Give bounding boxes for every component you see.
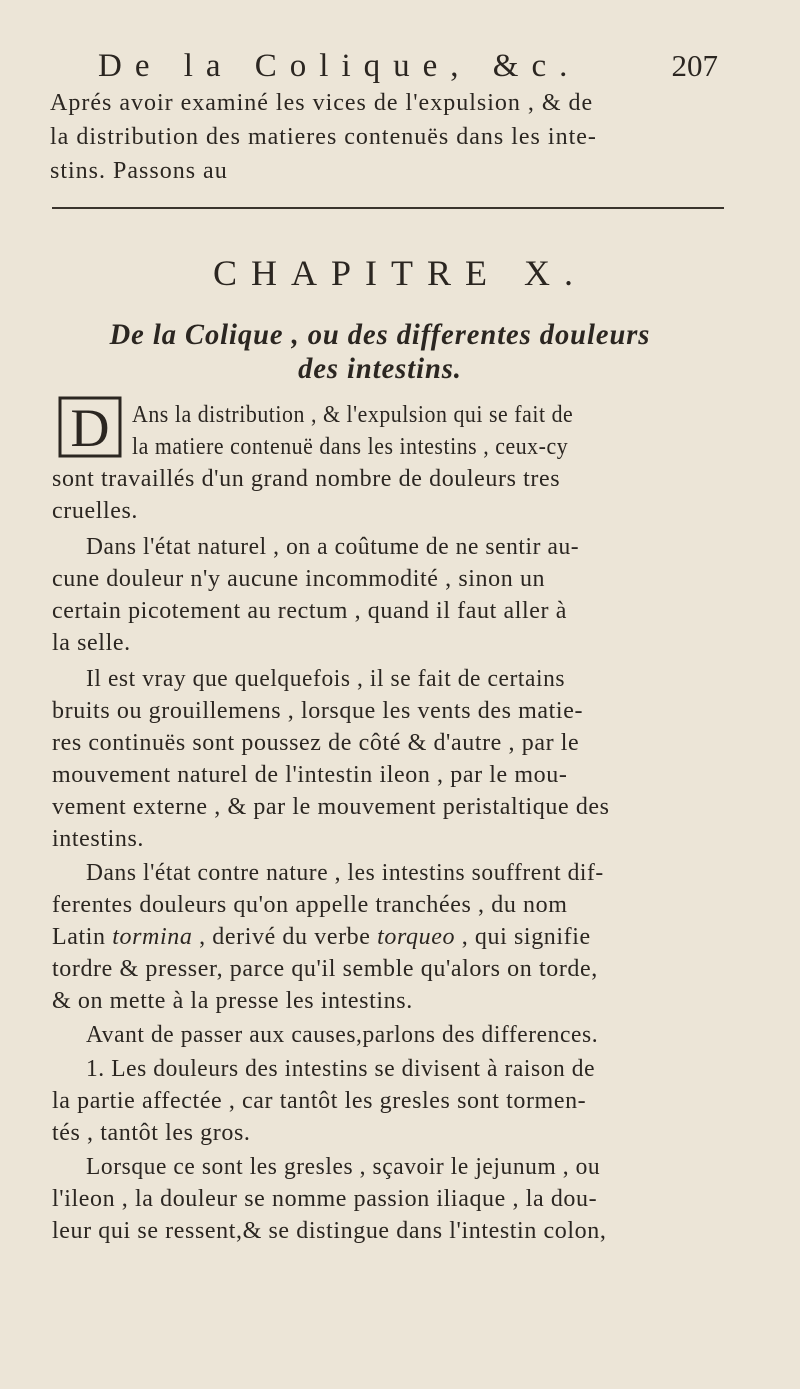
- text-fragment: , derivé du verbe: [192, 924, 378, 950]
- latin-term: tormina: [112, 924, 193, 950]
- text-line: cruelles.: [52, 498, 139, 524]
- text-line: Dans l'état contre nature , les intestins souffrent dif-: [86, 860, 604, 886]
- text-line: mouvement naturel de l'intestin ileon , par le mou-: [52, 762, 568, 788]
- text-line: certain picotement au rectum , quand il faut aller à: [52, 598, 567, 624]
- text-line: cune douleur n'y aucune incommodité , sinon un: [52, 566, 546, 592]
- text-line: tordre & presser, parce qu'il semble qu'alors on torde,: [52, 956, 598, 982]
- text-line: la matiere contenuë dans les intestins , ceux-cy: [132, 434, 569, 460]
- text-line: Lorsque ce sont les gresles , sçavoir le jejunum , ou: [86, 1154, 601, 1180]
- intro-line: la distribution des matieres contenuës dans les inte-: [50, 124, 597, 150]
- chapter-subtitle: De la Colique , ou des differentes douleurs: [109, 318, 651, 351]
- running-head: De la Colique, &c.: [98, 48, 581, 84]
- intro-line: Aprés avoir examiné les vices de l'expulsion , & de: [50, 90, 594, 116]
- page-header: [98, 48, 718, 92]
- text-line: la partie affectée , car tantôt les gresles sont tormen-: [52, 1088, 587, 1114]
- text-line: Avant de passer aux causes,parlons des differences.: [86, 1022, 599, 1048]
- text-line: sont travaillés d'un grand nombre de douleurs tres: [52, 466, 561, 492]
- drop-capital-frame: [58, 396, 122, 458]
- text-line: l'ileon , la douleur se nomme passion iliaque , la dou-: [52, 1186, 598, 1212]
- text-line: la selle.: [52, 630, 131, 656]
- text-line: intestins.: [52, 826, 145, 852]
- page-number: 207: [671, 48, 718, 83]
- latin-term: torqueo: [377, 924, 456, 950]
- text-line: 1. Les douleurs des intestins se divisent à raison de: [86, 1056, 596, 1082]
- text-line: Il est vray que quelquefois , il se fait de certains: [86, 666, 566, 692]
- drop-capital: [58, 396, 122, 458]
- chapter-title: CHAPITRE X.: [212, 253, 587, 293]
- text-line: [52, 922, 742, 952]
- text-line: res continuës sont poussez de côté & d'autre , par le: [52, 730, 580, 756]
- text-fragment: , qui signifie: [455, 924, 591, 950]
- text-line: Ans la distribution , & l'expulsion qui se fait de: [132, 402, 574, 428]
- text-line: leur qui se ressent,& se distingue dans l'intestin colon,: [52, 1218, 607, 1244]
- text-line: tés , tantôt les gros.: [52, 1120, 251, 1146]
- text-line: & on mette à la presse les intestins.: [52, 988, 413, 1014]
- drop-capital-letter: D: [70, 398, 110, 458]
- section-rule: [52, 207, 724, 209]
- text-line: ferentes douleurs qu'on appelle tranchées , du nom: [52, 892, 568, 918]
- text-line: Dans l'état naturel , on a coûtume de ne sentir au-: [86, 534, 580, 560]
- text-line: vement externe , & par le mouvement peristaltique des: [52, 794, 610, 820]
- text-fragment: Latin: [52, 924, 113, 950]
- intro-line: stins. Passons au: [50, 158, 228, 184]
- text-line: bruits ou grouillemens , lorsque les vents des matie-: [52, 698, 584, 724]
- chapter-subtitle: des intestins.: [298, 352, 462, 385]
